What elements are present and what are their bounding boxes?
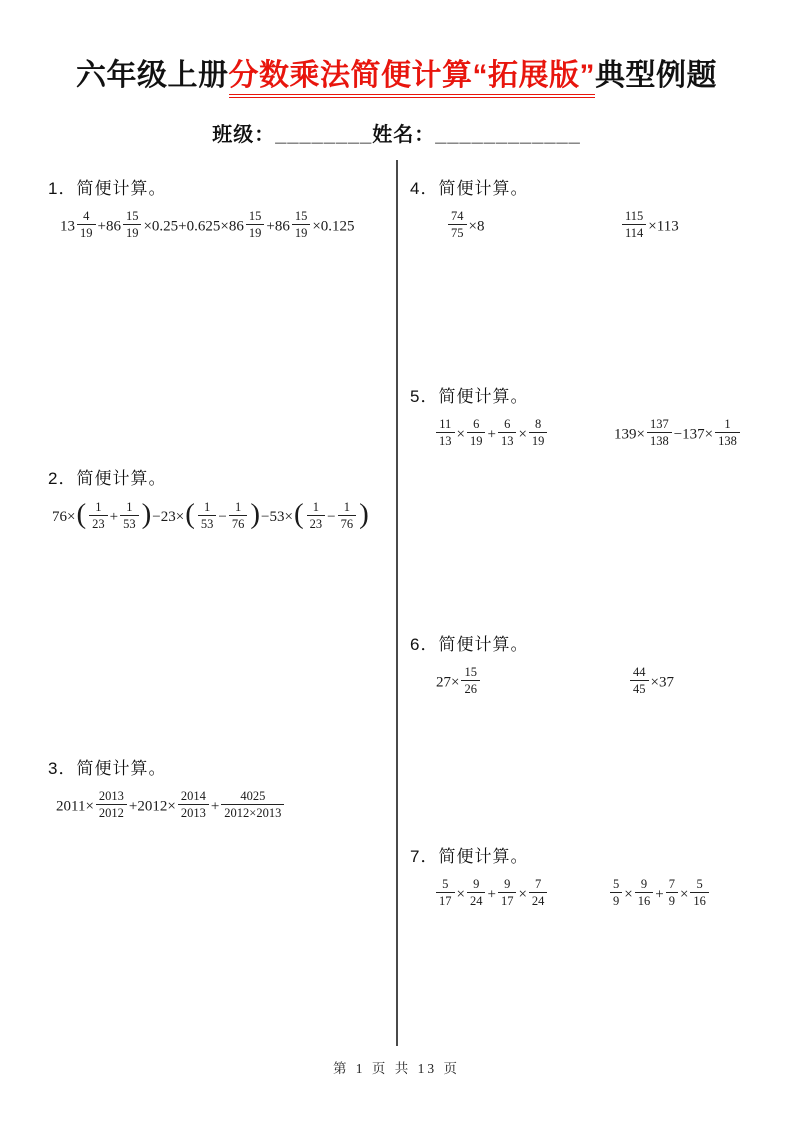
math-expression (436, 667, 482, 699)
fraction: $\frac{2013}{2012}$ (96, 789, 127, 821)
fraction: $\frac{15}{19}$ (292, 209, 311, 241)
fraction: $\frac{1}{76}$ (338, 500, 357, 532)
math-text: ×37 (650, 674, 674, 691)
parenthesis: ( (185, 498, 195, 530)
problem-block-3 (48, 754, 286, 823)
fraction: $\frac{11}{13}$ (436, 417, 455, 449)
problem-label: 1．简便计算。 (48, 179, 167, 198)
expression-row (422, 209, 679, 257)
math-text: × (456, 426, 465, 443)
fraction: $\frac{1}{138}$ (715, 417, 740, 449)
math-text: × (518, 886, 527, 903)
fraction: $\frac{137}{138}$ (647, 417, 672, 449)
math-text: − (327, 509, 336, 525)
fraction: $\frac{1}{23}$ (307, 500, 326, 532)
expression-row (422, 877, 706, 925)
problem-label: 2．简便计算。 (48, 469, 167, 488)
expression-row (422, 417, 737, 465)
math-expression (434, 419, 549, 451)
math-text: + (109, 509, 119, 525)
class-blank: ________ (275, 124, 373, 146)
fraction: $\frac{115}{114}$ (622, 209, 646, 241)
math-expression (60, 211, 355, 243)
math-text: 27× (436, 674, 460, 691)
title-prefix: 六年级上册 (76, 59, 229, 92)
problem-label: 4．简便计算。 (410, 179, 529, 198)
math-text: × (456, 886, 465, 903)
math-text: 2011× (56, 798, 94, 815)
fraction: $\frac{5}{9}$ (610, 877, 622, 909)
problem-label: 6．简便计算。 (410, 635, 529, 654)
math-text: 76× (52, 509, 76, 525)
name-blank: ____________ (435, 124, 581, 146)
fraction: $\frac{7}{9}$ (666, 877, 678, 909)
fraction: $\frac{15}{19}$ (123, 209, 142, 241)
parenthesis: ( (293, 498, 304, 530)
fraction: $\frac{5}{16}$ (690, 877, 709, 909)
name-label: 姓名： (372, 124, 436, 146)
math-text: +86 (266, 218, 290, 235)
fraction: $\frac{4}{19}$ (77, 209, 96, 241)
problem-block-6 (410, 630, 674, 713)
fraction: $\frac{6}{13}$ (498, 417, 517, 449)
problem-block-5 (410, 382, 737, 465)
math-text: − (218, 509, 227, 525)
math-text: −23× (152, 509, 185, 525)
math-expression (628, 667, 674, 699)
parenthesis: ( (76, 498, 87, 530)
parenthesis: ) (141, 498, 152, 530)
math-text: ×0.125 (312, 218, 355, 235)
fraction: $\frac{15}{26}$ (461, 665, 480, 697)
problem-block-1 (48, 174, 355, 243)
class-name-line (0, 118, 793, 147)
expression-row (422, 665, 674, 713)
fraction: $\frac{74}{75}$ (448, 209, 467, 241)
math-text: ×8 (468, 218, 485, 235)
math-expression (608, 879, 711, 911)
math-expression (434, 879, 549, 911)
class-label: 班级： (212, 124, 276, 146)
fraction: $\frac{7}{24}$ (529, 877, 548, 909)
math-text: 13 (60, 218, 75, 235)
math-expression (52, 498, 370, 534)
fraction: $\frac{44}{45}$ (630, 665, 649, 697)
math-expression (620, 211, 679, 243)
math-text: + (655, 886, 664, 903)
math-text: × (679, 886, 689, 903)
math-text: +86 (97, 218, 121, 235)
fraction: $\frac{5}{17}$ (436, 877, 455, 909)
math-text: × (518, 426, 527, 443)
math-text: ×113 (648, 218, 679, 235)
page-title (0, 50, 793, 94)
math-text: +2012× (128, 798, 176, 815)
math-text: + (487, 426, 496, 443)
problem-block-7 (410, 842, 706, 925)
fraction: $\frac{2014}{2013}$ (178, 789, 209, 821)
math-text: + (210, 798, 220, 815)
fraction: $\frac{1}{23}$ (89, 500, 108, 532)
math-expression (614, 419, 742, 451)
problem-label: 5．简便计算。 (410, 387, 529, 406)
fraction: $\frac{15}{19}$ (246, 209, 265, 241)
math-text: ×0.25+0.625×86 (143, 218, 244, 235)
fraction: $\frac{1}{53}$ (120, 500, 139, 532)
page-footer: 第 1 页 共 13 页 (332, 1061, 461, 1076)
fraction: $\frac{1}{53}$ (198, 500, 217, 532)
math-text: 139× (614, 426, 645, 443)
parenthesis: ) (250, 498, 261, 530)
problem-label: 3．简便计算。 (48, 759, 167, 778)
fraction: $\frac{8}{19}$ (529, 417, 548, 449)
fraction: $\frac{9}{17}$ (498, 877, 517, 909)
math-text: + (487, 886, 496, 903)
column-divider (396, 160, 398, 1046)
parenthesis: ) (359, 498, 369, 530)
math-expression (56, 791, 286, 823)
fraction: $\frac{1}{76}$ (229, 500, 248, 532)
fraction: $\frac{9}{24}$ (467, 877, 486, 909)
math-text: −137× (673, 426, 714, 443)
title-highlight-red: 分数乘法简便计算“拓展版” (229, 59, 596, 98)
math-text: −53× (261, 509, 293, 525)
problem-label: 7．简便计算。 (410, 847, 529, 866)
math-expression (446, 211, 484, 243)
fraction: $\frac{9}{16}$ (635, 877, 654, 909)
fraction: $\frac{6}{19}$ (467, 417, 486, 449)
problem-block-2 (48, 464, 370, 534)
problem-block-4 (410, 174, 679, 257)
fraction: $\frac{4025}{2012\times 2013}$ (221, 789, 284, 821)
math-text: × (624, 886, 633, 903)
title-suffix: 典型例题 (595, 59, 717, 92)
